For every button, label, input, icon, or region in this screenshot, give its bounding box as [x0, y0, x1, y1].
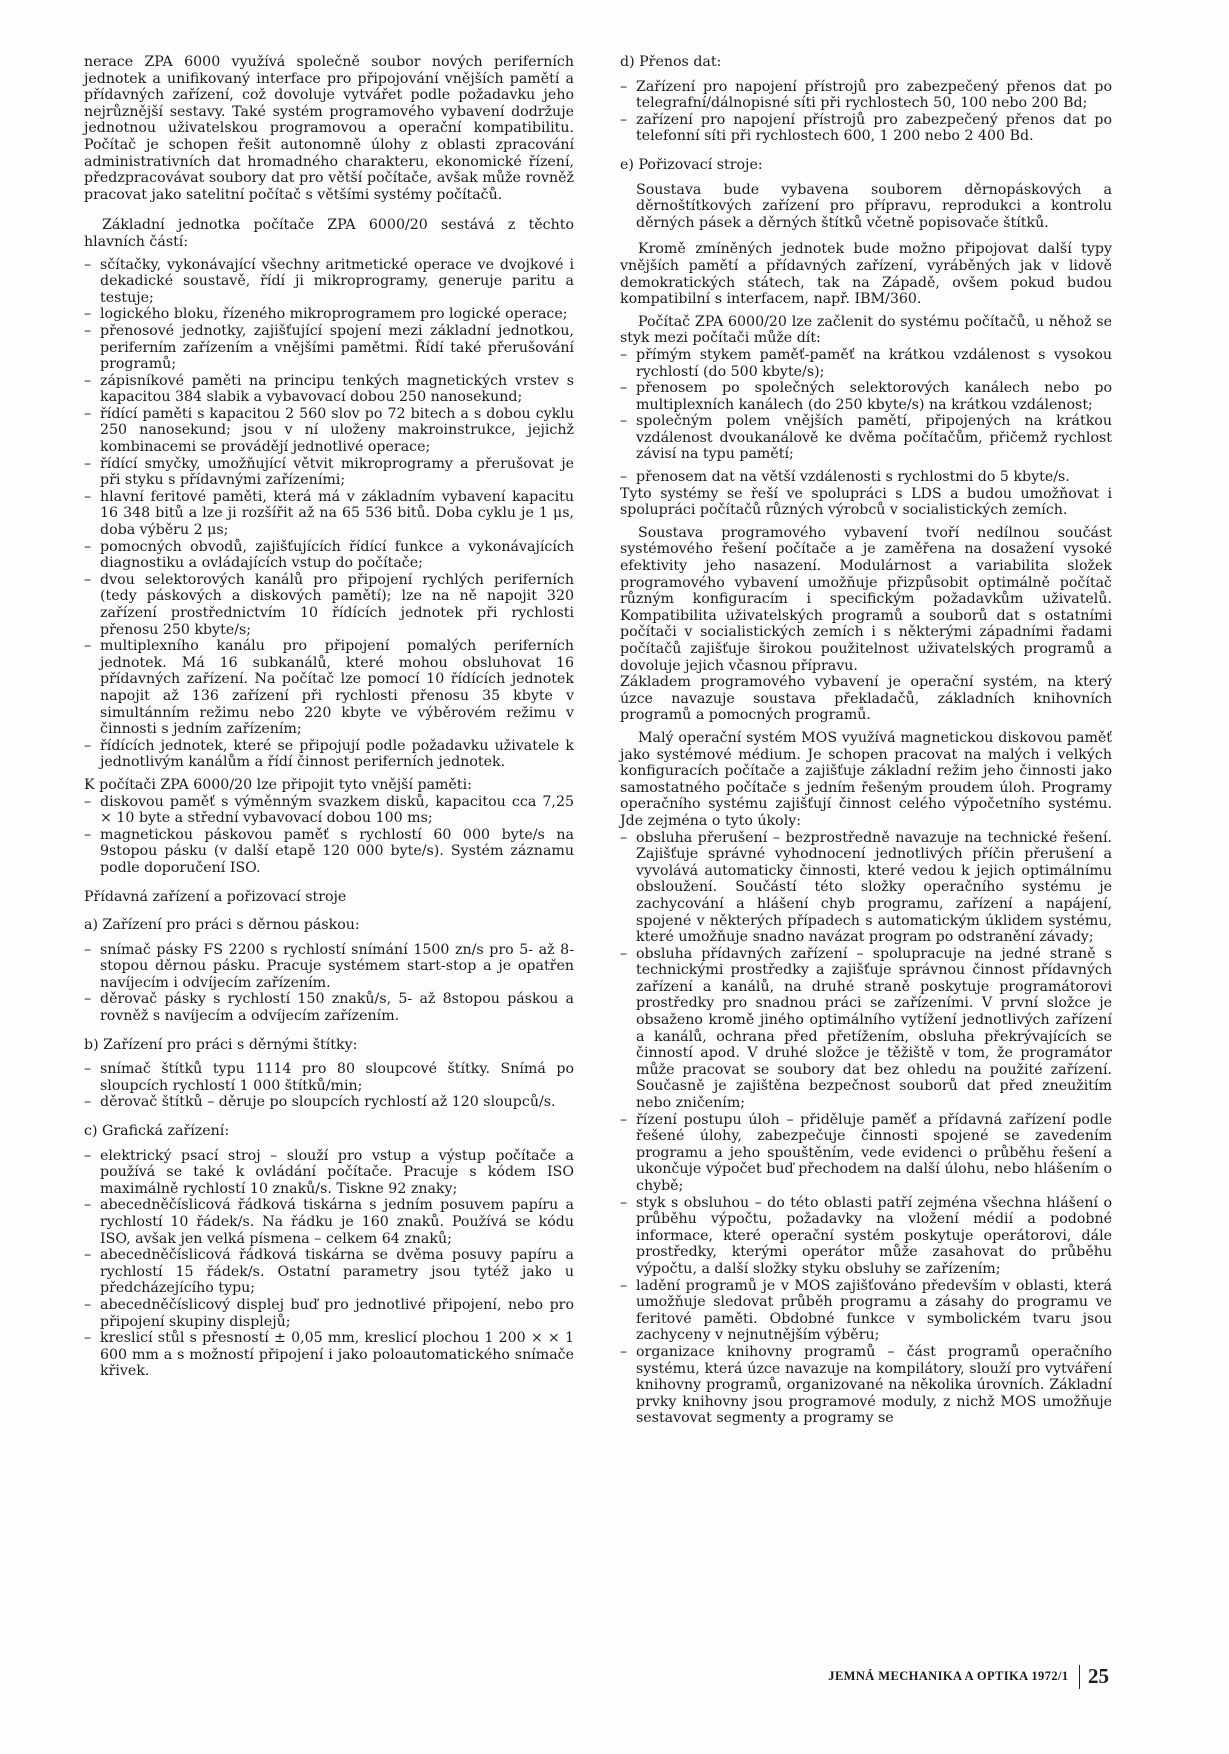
list-item: – přímým stykem paměť-paměť na krátkou vzdálenost s vysokou rychlostí (do 500 kbyte/s); [620, 347, 1112, 380]
section-heading: Přídavná zařízení a pořizovací stroje [84, 888, 347, 905]
basic-unit-intro: Základní jednotka počítače ZPA 6000/20 sestává z těchto hlavních částí: [84, 217, 574, 250]
subsection-b-heading: b) Zařízení pro práci s děrnými štítky: [84, 1036, 358, 1053]
paragraph-mos: Malý operační systém MOS využívá magnetickou diskovou paměť jako systémové médium. Je schopen pracovat na malých i velkých konfiguracích počítače a zajišťuje základní režim jeho činnosti jako samostatného počítače s jedním řešeným proudem úloh. Programy operačního systému zajišťují činnost celého výpočetního systému. Jde zejména o tyto úkoly: [620, 729, 1112, 829]
subsection-e-text: Soustava bude vybavena souborem děrnopáskových a děrnoštítkových zařízení pro přípravu, reprodukci a kontrolu děrných pásek a děrných štítků včetně popisovače štítků. [636, 181, 1112, 231]
list-item: – abecedněčíslicová řádková tiskárna s jedním posuvem papíru a rychlostí 10 řádek/s. Na řádku je 160 znaků. Používá se kódu ISO, avšak jen velká písmena – celkem 64 znaků; [84, 1197, 574, 1247]
mos-task-list [620, 830, 1112, 1427]
paragraph-more-units: Kromě zmíněných jednotek bude možno připojovat další typy vnějších pamětí a přídavných zařízení, vyráběných jak v lidově demokratických státech, tak na Západě, ovšem pokud budou kompatibilní s interfacem, např. IBM/360. [620, 241, 1112, 308]
list-item: – logického bloku, řízeného mikroprogramem pro logické operace; [84, 306, 574, 323]
footer-divider [1079, 1665, 1081, 1689]
list-item: – řídící paměti s kapacitou 2 560 slov po 72 bitech a s dobou cyklu 250 nanosekund; jsou v ní uloženy makroinstrukce, jejichž kombinacemi se provádějí jednotlivé operace; [84, 406, 574, 456]
left-column [84, 54, 574, 1386]
subsection-e-heading: e) Pořizovací stroje: [620, 156, 763, 173]
subsection-d-heading: d) Přenos dat: [620, 54, 722, 70]
paragraph-link-intro: Počítač ZPA 6000/20 lze začlenit do systému počítačů, u něhož se styk mezi počítači může dít: [620, 313, 1112, 347]
list-item: – přenosem dat na větší vzdálenosti s rychlostmi do 5 kbyte/s. [620, 469, 1112, 486]
right-column [620, 54, 1112, 1433]
list-item: – diskovou paměť s výměnným svazkem disků, kapacitou cca 7,25 × 10 byte a střední vybavovací dobou 100 ms; [84, 794, 574, 827]
basic-unit-list [84, 257, 574, 771]
subsection-a-heading: a) Zařízení pro práci s děrnou páskou: [84, 917, 360, 934]
list-item: – zařízení pro napojení přístrojů pro zabezpečený přenos dat po telefonní síti při rychlostech 600, 1 200 nebo 2 400 Bd. [620, 112, 1112, 145]
subsection-a-list [84, 942, 574, 1025]
list-item: – magnetickou páskovou paměť s rychlostí 60 000 byte/s na 9stopou pásku (v další etapě 120 000 byte/s). Systém záznamu podle doporučení ISO. [84, 827, 574, 877]
list-item: – pomocných obvodů, zajišťujících řídící funkce a vykonávajících diagnostiku a ovládajících vstup do počítače; [84, 539, 574, 572]
paragraph-basis: Základem programového vybavení je operační systém, na který úzce navazuje soustava překladačů, základních knihovních programů a pomocných programů. [620, 674, 1112, 724]
list-item: – řídící smyčky, umožňující větvit mikroprogramy a přerušovat je při styku s přídavnými zařízeními; [84, 456, 574, 489]
list-item: – organizace knihovny programů – část programů operačního systému, která úzce navazuje na kompilátory, slouží pro vytváření knihovny programů, organizované na několika úrovních. Základní prvky knihovny jsou programové moduly, z nichž MOS umožňuje sestavovat segmenty a programy se [620, 1344, 1112, 1427]
intro-paragraph: nerace ZPA 6000 využívá společně soubor nových periferních jednotek a unifikovaný interface pro připojování vnějších pamětí a přídavných zařízení, což dovoluje vytvářet podle požadavku jeho nejrůznější sestavy. Také systém programového vybavení dodržuje jednotnou uživatelskou programovou a operační kompatibilitu. Počítač je schopen řešit autonomně úlohy z oblasti zpracování administrativních dat hromadného charakteru, ekonomické řízení, předzpracovávat soubory dat pro větší počítače, avšak může rovněž pracovat jako satelitní počítač s většími systémy počítačů. [84, 54, 574, 203]
list-item: – snímač štítků typu 1114 pro 80 sloupcové štítky. Snímá po sloupcích rychlostí 1 000 štítků/min; [84, 1061, 574, 1094]
list-item: – sčítačky, vykonávající všechny aritmetické operace ve dvojkové i dekadické soustavě, řídí ji mikroprogramy, generuje paritu a testuje; [84, 257, 574, 307]
subsection-c-heading: c) Grafická zařízení: [84, 1123, 230, 1140]
memory-intro: K počítači ZPA 6000/20 lze připojit tyto vnější paměti: [84, 776, 472, 793]
memory-list [84, 794, 574, 877]
list-item: – děrovač pásky s rychlostí 150 znaků/s, 5- až 8stopou páskou a rovněž s navíjecím a odvíjecím zařízením. [84, 991, 574, 1024]
list-item: – snímač pásky FS 2200 s rychlostí snímání 1500 zn/s pro 5- až 8-stopou děrnou pásku. Pracuje systémem start-stop a je opatřen navíjecím i odvíjecím zařízením. [84, 942, 574, 992]
list-item: – Zařízení pro napojení přístrojů pro zabezpečený přenos dat po telegrafní/dálnopisné síti při rychlostech 50, 100 nebo 200 Bd; [620, 79, 1112, 112]
list-item: – společným polem vnějších pamětí, připojených na krátkou vzdálenost dvoukanálově ke dvěma počítačům, přičemž rychlost závisí na typu pamětí; [620, 413, 1112, 463]
list-item: – řízení postupu úloh – přiděluje paměť a přídavná zařízení podle řešené úlohy, zabezpečuje činnosti spojené se zavedením programu a jeho spouštěním, vede evidenci o průběhu řešení a ukončuje výpočet buď přechodem na další úlohu, nebo hlášením o chybě; [620, 1112, 1112, 1195]
list-item: – abecedněčíslicová řádková tiskárna se dvěma posuvy papíru a rychlostí 15 řádek/s. Ostatní parametry jsou tytéž jako u předcházejícího typu; [84, 1247, 574, 1297]
list-item: – elektrický psací stroj – slouží pro vstup a výstup počítače a používá se také k ovládání počítače. Pracuje s kódem ISO maximálně rychlostí 10 znaků/s. Tiskne 92 znaky; [84, 1148, 574, 1198]
list-item: – přenosem po společných selektorových kanálech nebo po multiplexních kanálech (do 250 kbyte/s) na krátkou vzdálenost; [620, 380, 1112, 413]
list-item: – styk s obsluhou – do této oblasti patří zejména všechna hlášení o průběhu výpočtu, požadavky na vložení médií a podobné informace, které operační systém poskytuje operátorovi, dále prostředky, kterými operátor může zasahovat do průběhu výpočtu, a další složky styku obsluhy se zařízením; [620, 1195, 1112, 1278]
list-item: – zápisníkové paměti na principu tenkých magnetických vrstev s kapacitou 384 slabik a vybavovací dobou 250 nanosekund; [84, 373, 574, 406]
list-item: – kreslicí stůl s přesností ± 0,05 mm, kreslicí plochou 1 200 × × 1 600 mm a s možností připojení i jako poloautomatického snímače křivek. [84, 1330, 574, 1380]
page-number: 25 [1088, 1664, 1109, 1688]
subsection-b-list [84, 1061, 574, 1111]
list-item: – děrovač štítků – děruje po sloupcích rychlostí až 120 sloupců/s. [84, 1094, 574, 1111]
paragraph-software: Soustava programového vybavení tvoří nedílnou součást systémového řešení počítače a je zaměřena na dosažení vysoké efektivity jeho nasazení. Modulárnost a variabilita složek programového vybavení umožňuje přizpůsobit optimálně počítač různým konfiguracím i specifickým požadavkům uživatelů. Kompatibilita uživatelských programů a souborů dat s ostatními počítači v socialistických zemích i s některými západními řadami počítačů zajišťuje širokou použitelnost uživatelských programů a dovoluje jejich včasnou přípravu. [620, 524, 1112, 674]
paragraph-link-after: Tyto systémy se řeší ve spolupráci s LDS a budou umožňovat i spolupráci počítačů různých výrobců v socialistických zemích. [620, 485, 1112, 519]
list-item: – multiplexního kanálu pro připojení pomalých periferních jednotek. Má 16 subkanálů, které mohou obsluhovat 16 přídavných zařízení. Na počítač lze pomocí 10 řídících jednotek napojit až 136 zařízení při rychlosti přenosu 35 kbyte v simultánním režimu nebo 220 kbyte ve výběrovém režimu v činnosti s jedním zařízením; [84, 638, 574, 738]
page-footer [828, 1664, 1109, 1689]
list-item: – obsluha přídavných zařízení – spolupracuje na jedné straně s technickými prostředky a zajišťuje správnou činnost přídavných zařízení a kanálů, na druhé straně poskytuje programátorovi prostředky pro snadnou práci se zařízeními. V první složce je obsaženo kromě jiného optimálního vytížení jednotlivých zařízení a kanálů, ochrana před přetížením, obsluha překrývajících se činností apod. V druhé složce je těžiště v tom, že programátor může pracovat se soubory dat bez ohledu na použité zařízení. Současně je zajištěna bezpečnost souborů dat před zneužitím nebo zničením; [620, 946, 1112, 1112]
subsection-c-list [84, 1148, 574, 1380]
list-item: – obsluha přerušení – bezprostředně navazuje na technické řešení. Zajišťuje správné vyhodnocení jednotlivých příčin přerušení a vyvolává automaticky činnosti, které vedou k jejich optimálnímu obsloužení. Součástí této složky operačního systému je zachycování a hlášení chyb programu, zařízení a napájení, spojené v některých případech s automatickým úklidem systému, které umožňuje snadno navázat program po odstranění závady; [620, 830, 1112, 946]
list-item: – hlavní feritové paměti, která má v základním vybavení kapacitu 16 348 bitů a lze ji rozšířit až na 65 536 bitů. Doba cyklu je 1 μs, doba výběru 2 μs; [84, 489, 574, 539]
list-item: – řídících jednotek, které se připojují podle požadavku uživatele k jednotlivým kanálům a řídí činnost periferních jednotek. [84, 738, 574, 771]
subsection-d-list [620, 79, 1112, 145]
list-item: – přenosové jednotky, zajišťující spojení mezi základní jednotkou, periferním zařízením a vnějšími pamětmi. Řídí také přerušování programů; [84, 323, 574, 373]
link-list-last [620, 469, 1112, 486]
link-list [620, 347, 1112, 463]
list-item: – abecedněčíslicový displej buď pro jednotlivé připojení, nebo pro připojení skupiny displejů; [84, 1297, 574, 1330]
list-item: – ladění programů je v MOS zajišťováno především v oblasti, která umožňuje sledovat průběh programu a zásahy do programu ve feritové paměti. Obdobné funkce v symbolickém tvaru jsou zachyceny v nejnutnějším výběru; [620, 1278, 1112, 1344]
list-item: – dvou selektorových kanálů pro připojení rychlých periferních (tedy páskových a diskových pamětí); lze na ně napojit 320 zařízení prostřednictvím 10 řídících jednotek při rychlosti přenosu 250 kbyte/s; [84, 572, 574, 638]
journal-title: JEMNÁ MECHANIKA A OPTIKA 1972/1 [828, 1669, 1069, 1683]
